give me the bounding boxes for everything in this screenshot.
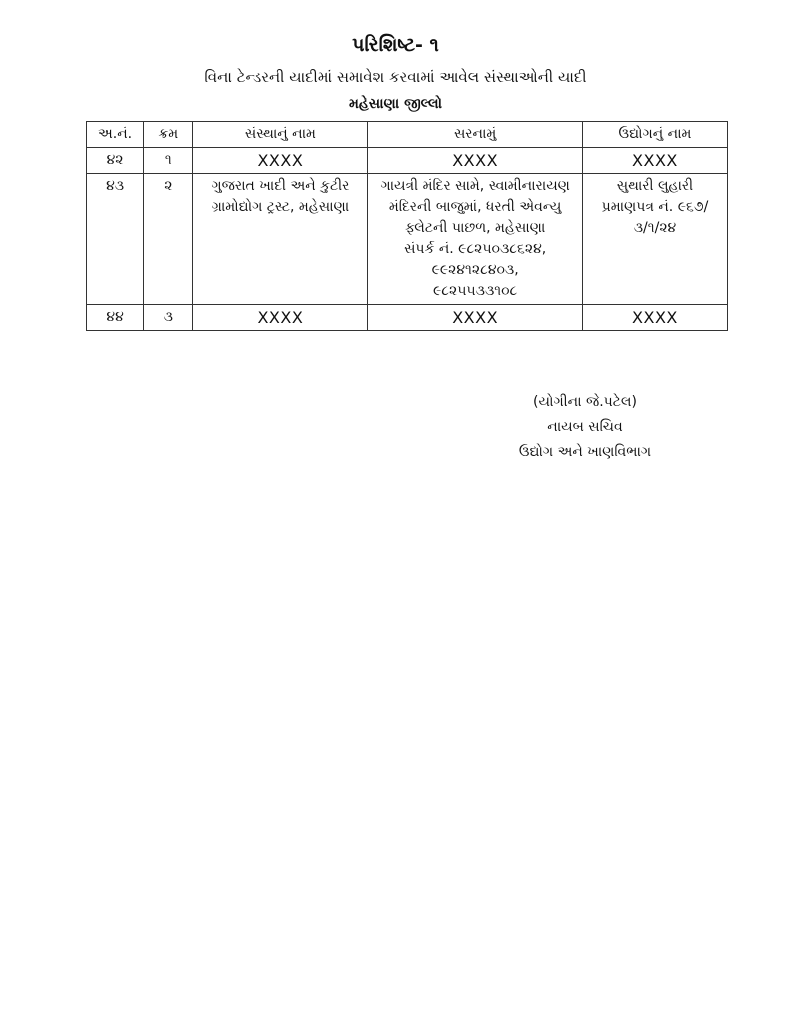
institution-table [86,121,728,331]
signatory-name: (યોગીના જે.પટેલ) [533,394,637,410]
cell-line: XXXX [257,151,304,170]
cell-institution-name [193,305,368,331]
cell-line: ૩/૧/૨૪ [633,220,677,236]
cell-address [368,148,583,174]
signatory-department: ઉદ્યોગ અને ખાણવિભાગ [518,444,652,460]
table-row [87,174,728,305]
cell-line: XXXX [632,308,678,327]
cell-line: ૯૮૨૫૫૩૩૧૦૮ [433,283,518,299]
district-heading: મહેસાણા જીલ્લો [348,96,443,112]
cell-industry-name [582,174,727,305]
header-order: ક્રમ [144,122,193,148]
cell-industry-name [582,148,727,174]
table-row [87,148,728,174]
signature-block [470,390,700,465]
header-institution-name: સંસ્થાનું નામ [193,122,368,148]
cell-line: XXXX [632,151,678,170]
cell-line: XXXX [452,308,499,327]
cell-serial-number: ૪૪ [87,305,144,331]
cell-line: ૯૯૨૪૧૨૮૪૦૩, [431,262,519,278]
document-title: પરિશિષ્ટ- ૧ [352,34,439,56]
cell-line: XXXX [257,308,304,327]
cell-line: ફ્લેટની પાછળ, મહેસાણા [404,220,546,236]
table-header-row [87,122,728,148]
header-address: સરનામું [368,122,583,148]
cell-line: મંદિરની બાજુમાં, ધરતી એવન્યુ [388,199,562,215]
header-serial-number: અ.નં. [87,122,144,148]
cell-line: પ્રમાણપત્ર નં. ૯૬૭/ [601,199,709,215]
cell-order: ૨ [144,174,193,305]
cell-serial-number: ૪૩ [87,174,144,305]
cell-line: XXXX [452,151,499,170]
cell-order: ૧ [144,148,193,174]
cell-line: ગુજરાત ખાદી અને કુટીર [211,178,350,194]
cell-line: સંપર્ક નં. ૯૮૨૫૦૩૮૬૨૪, [404,241,547,257]
cell-line: સુથારી લુહારી [616,178,694,194]
cell-institution-name [193,148,368,174]
cell-line: ગ્રામોદ્યોગ ટ્રસ્ટ, મહેસાણા [211,199,350,215]
document-subtitle: વિના ટેન્ડરની યાદીમાં સમાવેશ કરવામાં આવેલ સંસ્થાઓની યાદી [204,68,587,86]
cell-industry-name [582,305,727,331]
signatory-designation: નાયબ સચિવ [547,419,623,435]
header-industry-name: ઉદ્યોગનું નામ [582,122,727,148]
cell-address [368,305,583,331]
table-row [87,305,728,331]
cell-line: ગાયત્રી મંદિર સામે, સ્વામીનારાયણ [380,178,570,194]
cell-institution-name [193,174,368,305]
cell-order: ૩ [144,305,193,331]
cell-address [368,174,583,305]
cell-serial-number: ૪૨ [87,148,144,174]
